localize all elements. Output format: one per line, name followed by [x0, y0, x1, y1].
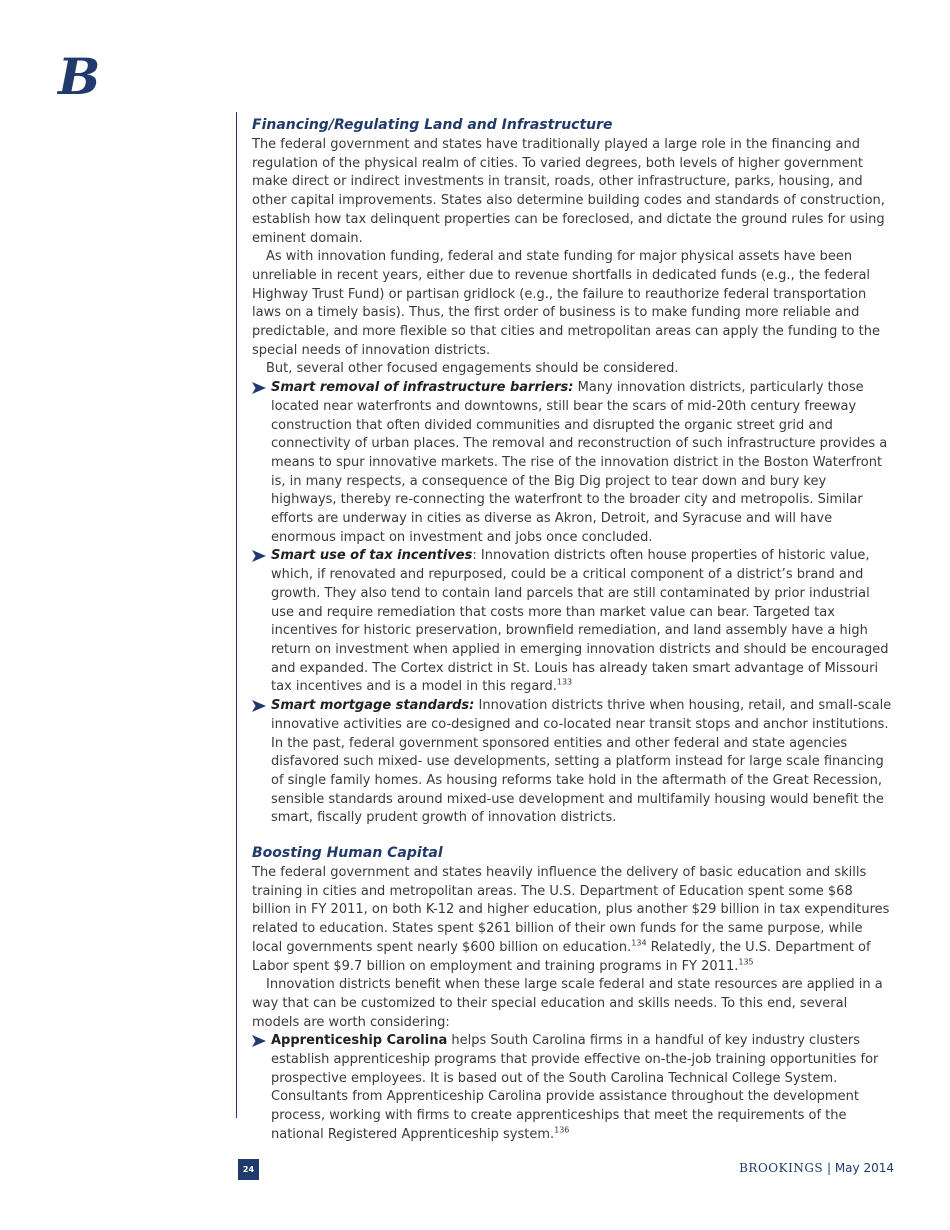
bullet-list-infrastructure: [252, 379, 892, 828]
brookings-logo: B: [58, 47, 101, 106]
arrow-bullet-icon: [252, 382, 266, 394]
arrow-bullet-icon: [252, 1035, 266, 1047]
bullet-text: : Innovation districts often house properties of historic value, which, if renovated and repurposed, could be a critical component of a district’s brand and growth. They also tend to contain land parcels that are still contaminated by prior industrial use and require remediation that costs more than market value can bear. Targeted tax incentives for historic preservation, brownfield remediation, and land assembly have a high return on investment when applied in emerging innovation districts and should be encouraged and expanded. The Cortex district in St. Louis has already taken smart advantage of Missouri tax incentives and is a model in this regard.: [271, 548, 889, 695]
arrow-bullet-icon: [252, 700, 266, 712]
margin-rule: [236, 112, 237, 1118]
bullet-text: helps South Carolina firms in a handful of key industry clusters establish apprenticeship programs that provide effective on-the-job training opportunities for prospective employees. It is based out of the South Carolina Technical College System. Consultants from Apprenticeship Carolina provide assistance throughout the development process, working with firms to create apprenticeships that meet the requirements of the national Registered Apprenticeship system.: [271, 1033, 879, 1142]
section-heading-human-capital: Boosting Human Capital: [252, 845, 443, 862]
paragraph: But, several other focused engagements should be considered.: [266, 361, 679, 377]
footnote-ref: 133: [556, 678, 573, 688]
bullet-lead: Smart removal of infrastructure barriers:: [271, 380, 574, 396]
bullet-item: [252, 379, 892, 547]
paragraph-text: Relatedly, the U.S. Department of Labor spent $9.7 billion on employment and training programs in FY 2011.: [252, 939, 871, 974]
bullet-item: [252, 1032, 892, 1144]
paragraph: [252, 864, 892, 976]
footnote-ref: 135: [738, 957, 754, 967]
bullet-text: Many innovation districts, particularly those located near waterfronts and downtowns, still bear the scars of mid-20th century freeway construction that often divided communities and disrupted the organic street grid and connectivity of urban places. The removal and reconstruction of such infrastructure provides a means to spur innovative markets. The rise of the innovation district in the Boston Waterfront is, in many respects, a consequence of the Big Dig project to tear down and bury key highways, thereby re-connecting the waterfront to the broader city and metropolis. Similar efforts are underway in cities as diverse as Akron, Detroit, and Syracuse and will have enormous impact on investment and jobs once concluded.: [271, 380, 888, 545]
bullet-item: [252, 697, 892, 828]
footer-date: May 2014: [834, 1161, 894, 1175]
bullet-text: Innovation districts thrive when housing, retail, and small-scale innovative activities are co-designed and co-located near transit stops and anchor institutions. In the past, federal government sponsored entities and other federal and state agencies disfavored such mixed- use developments, setting a platform instead for large scale financing of single family homes. As housing reforms take hold in the aftermath of the Great Recession, sensible standards around mixed-use development and multifamily housing would benefit the smart, fiscally prudent growth of innovation districts.: [271, 698, 892, 826]
bullet-lead: Smart mortgage standards:: [271, 698, 475, 714]
paragraph: Innovation districts benefit when these large scale federal and state resources are applied in a way that can be customized to their special education and skills needs. To this end, several models are worth considering:: [252, 977, 883, 1030]
bullet-list-human-capital: [252, 1032, 892, 1144]
paragraph: The federal government and states have traditionally played a large role in the financing and regulation of the physical realm of cities. To varied degrees, both levels of higher government make direct or indirect investments in transit, roads, other infrastructure, parks, housing, and other capital improvements. States also determine building codes and standards of construction, establish how tax delinquent properties can be foreclosed, and dictate the ground rules for using eminent domain.: [252, 137, 885, 246]
arrow-bullet-icon: [252, 550, 266, 562]
page-content: [252, 114, 892, 1145]
paragraph: As with innovation funding, federal and state funding for major physical assets have been unreliable in recent years, either due to revenue shortfalls in dedicated funds (e.g., the federal Highway Trust Fund) or partisan gridlock (e.g., the failure to reauthorize federal transportation laws on a timely basis). Thus, the first order of business is to make funding more reliable and predictable, and more flexible so that cities and metropolitan areas can apply the funding to the special needs of innovation districts.: [252, 249, 880, 358]
footer-separator: |: [823, 1161, 835, 1175]
footer-brand: BROOKINGS: [739, 1161, 824, 1175]
footnote-ref: 134: [631, 938, 647, 948]
footnote-ref: 136: [554, 1125, 570, 1135]
section-heading-financing: Financing/Regulating Land and Infrastructure: [252, 117, 613, 133]
bullet-lead: Smart use of tax incentives: [271, 548, 473, 564]
page-number: 24: [238, 1159, 259, 1180]
bullet-item: [252, 547, 892, 697]
paragraph-text: The federal government and states heavily influence the delivery of basic education and skills training in cities and metropolitan areas. The U.S. Department of Education spent some $68 billion in FY 2011, on both K-12 and higher education, plus another $29 billion in tax expenditures related to education. States spent $261 billion of their own funds for the same purpose, while local governments spent nearly $600 billion on education.: [252, 865, 890, 955]
footer-credit: [739, 1161, 894, 1175]
bullet-lead: Apprenticeship Carolina: [271, 1033, 448, 1049]
